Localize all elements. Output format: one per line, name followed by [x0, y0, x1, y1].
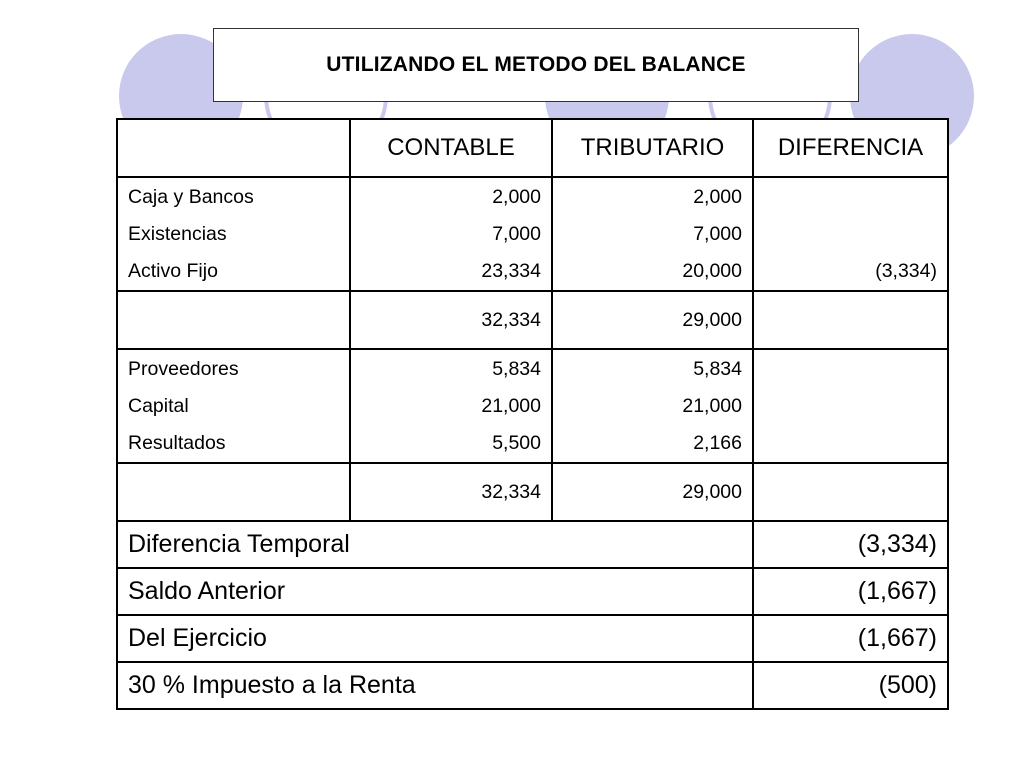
row-label-existencias: Existencias [128, 222, 227, 245]
row-label-caja-bancos: Caja y Bancos [128, 185, 254, 208]
activo-contable [350, 177, 552, 291]
title-box [213, 28, 859, 102]
empty-cell [753, 349, 948, 463]
value-cell: 2,166 [693, 431, 742, 454]
value-cell: 21,000 [481, 394, 541, 417]
total-tributario: 29,000 [552, 463, 753, 521]
pasivo-group-row [117, 349, 948, 463]
total-tributario: 29,000 [552, 291, 753, 349]
value-cell: 5,834 [492, 357, 541, 380]
value-cell: 7,000 [492, 222, 541, 245]
summary-row-del-ejercicio [117, 615, 948, 662]
summary-value: (3,334) [753, 521, 948, 568]
header-row [117, 119, 948, 177]
value-cell: 2,000 [492, 185, 541, 208]
value-cell: (3,334) [875, 259, 937, 282]
summary-row-saldo-anterior [117, 568, 948, 615]
empty-cell [117, 291, 350, 349]
pasivo-contable [350, 349, 552, 463]
total-contable: 32,334 [350, 291, 552, 349]
value-cell [764, 216, 937, 253]
row-label-proveedores: Proveedores [128, 357, 239, 380]
summary-label: Del Ejercicio [117, 615, 753, 662]
summary-row-diferencia-temporal [117, 521, 948, 568]
summary-value: (500) [753, 662, 948, 709]
empty-cell [753, 291, 948, 349]
value-cell [764, 179, 937, 216]
activo-group-row [117, 177, 948, 291]
empty-cell [753, 463, 948, 521]
summary-label: Diferencia Temporal [117, 521, 753, 568]
slide-title: UTILIZANDO EL METODO DEL BALANCE [326, 53, 746, 76]
header-contable: CONTABLE [350, 119, 552, 177]
activo-diferencia [753, 177, 948, 291]
value-cell: 21,000 [682, 394, 742, 417]
empty-cell [117, 463, 350, 521]
balance-table [116, 118, 949, 710]
summary-label: 30 % Impuesto a la Renta [117, 662, 753, 709]
value-cell: 20,000 [682, 259, 742, 282]
row-label-capital: Capital [128, 394, 189, 417]
summary-value: (1,667) [753, 615, 948, 662]
row-label-resultados: Resultados [128, 431, 226, 454]
pasivo-labels [117, 349, 350, 463]
summary-value: (1,667) [753, 568, 948, 615]
row-label-activo-fijo: Activo Fijo [128, 259, 218, 282]
value-cell: 7,000 [693, 222, 742, 245]
value-cell: 5,834 [693, 357, 742, 380]
header-diferencia: DIFERENCIA [753, 119, 948, 177]
header-tributario: TRIBUTARIO [552, 119, 753, 177]
activo-labels [117, 177, 350, 291]
value-cell: 2,000 [693, 185, 742, 208]
summary-row-impuesto-renta [117, 662, 948, 709]
activo-total-row [117, 291, 948, 349]
activo-tributario [552, 177, 753, 291]
pasivo-total-row [117, 463, 948, 521]
pasivo-tributario [552, 349, 753, 463]
total-contable: 32,334 [350, 463, 552, 521]
header-cell-empty [117, 119, 350, 177]
summary-label: Saldo Anterior [117, 568, 753, 615]
value-cell: 23,334 [481, 259, 541, 282]
value-cell: 5,500 [492, 431, 541, 454]
